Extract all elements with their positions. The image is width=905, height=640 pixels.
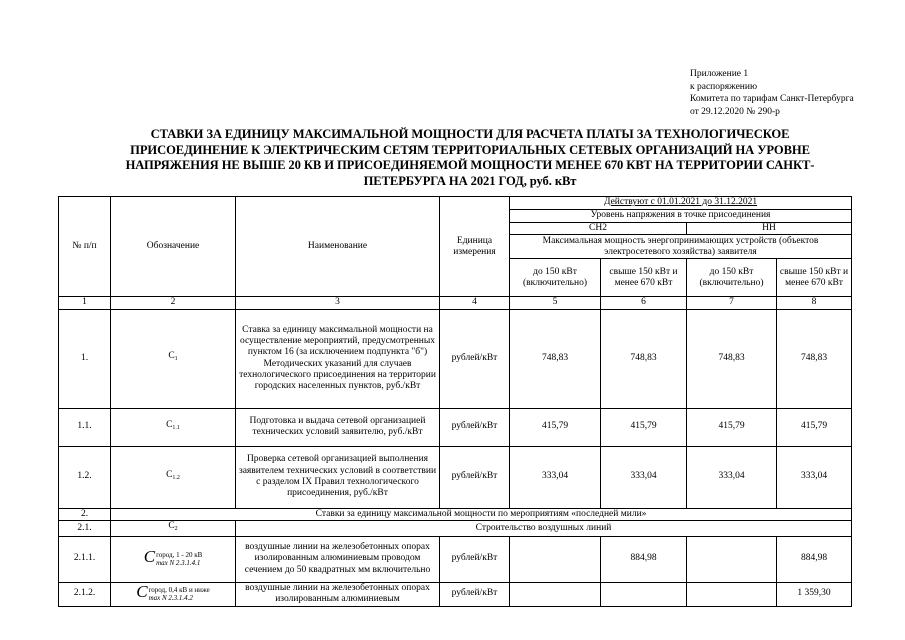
row-unit: рублей/кВт bbox=[440, 408, 510, 446]
approval-line-4: от 29.12.2020 № 290-р bbox=[690, 106, 780, 117]
col-number: 6 bbox=[601, 297, 687, 310]
row-unit: рублей/кВт bbox=[440, 446, 510, 508]
row-value bbox=[601, 582, 687, 606]
row-name: Подготовка и выдача сетевой организацией технических условий заявителю, руб./кВт bbox=[236, 408, 440, 446]
row-value: 884,98 bbox=[601, 536, 687, 582]
header-voltage-level: Уровень напряжения в точке присоединения bbox=[510, 210, 852, 223]
row-value: 415,79 bbox=[601, 408, 687, 446]
row-value: 884,98 bbox=[777, 536, 852, 582]
col-number: 2 bbox=[111, 297, 236, 310]
row-num: 1.2. bbox=[59, 446, 111, 508]
document-title: СТАВКИ ЗА ЕДИНИЦУ МАКСИМАЛЬНОЙ МОЩНОСТИ ДЛЯ РАСЧЕТА ПЛАТЫ ЗА ТЕХНОЛОГИЧЕСКОЕ ПРИСОЕДИНЕНИЕ К ЭЛЕКТРИЧЕСКИМ СЕТЯМ ТЕРРИТОРИАЛЬНЫХ СЕТЕВЫХ ОРГАНИЗАЦИЙ НА УРОВНЕ НАПРЯЖЕНИЯ НЕ ВЫШЕ 20 КВ И ПРИСОЕДИНЯЕМОЙ МОЩНОСТИ МЕНЕЕ 670 КВТ НА ТЕРРИТОРИИ САНКТ-ПЕТЕРБУРГА НА 2021 ГОД, руб. кВт bbox=[125, 127, 815, 188]
row-section-title: Ставки за единицу максимальной мощности по мероприятиям «последней мили» bbox=[111, 508, 852, 521]
row-num: 2.1. bbox=[59, 521, 111, 537]
header-designation: Обозначение bbox=[111, 197, 236, 297]
row-name: Ставка за единицу максимальной мощности на осуществление мероприятий, предусмотренных пунктом 16 (за исключением подпункта "б") Методических указаний для случаев технологического присоединения на территории городских населенных пунктов, руб./кВт bbox=[236, 309, 440, 408]
header-max-power: Максимальная мощность энергопринимающих устройств (объектов электросетевого хозяйства) заявителя bbox=[510, 235, 852, 259]
approval-line-2: к распоряжению bbox=[690, 81, 758, 92]
approval-block bbox=[690, 68, 854, 118]
col-number: 5 bbox=[510, 297, 601, 310]
table-row bbox=[59, 536, 852, 582]
header-col7: до 150 кВт (включительно) bbox=[687, 259, 777, 297]
row-value: 333,04 bbox=[510, 446, 601, 508]
row-value: 748,83 bbox=[510, 309, 601, 408]
row-unit: рублей/кВт bbox=[440, 309, 510, 408]
table-row bbox=[59, 408, 852, 446]
row-value: 415,79 bbox=[777, 408, 852, 446]
header-unit: Единица измерения bbox=[440, 197, 510, 297]
row-unit: рублей/кВт bbox=[440, 582, 510, 606]
table-row bbox=[59, 521, 852, 537]
row-value: 748,83 bbox=[601, 309, 687, 408]
row-symbol: Cгород, 0,4 кВ и ниже max N 2.3.1.4.2 bbox=[111, 582, 236, 606]
header-name: Наименование bbox=[236, 197, 440, 297]
row-num: 1.1. bbox=[59, 408, 111, 446]
row-value: 333,04 bbox=[687, 446, 777, 508]
row-num: 2.1.2. bbox=[59, 582, 111, 606]
row-num: 2.1.1. bbox=[59, 536, 111, 582]
row-unit: рублей/кВт bbox=[440, 536, 510, 582]
approval-line-3: Комитета по тарифам Санкт-Петербурга bbox=[690, 94, 854, 104]
approval-line-1: Приложение 1 bbox=[690, 69, 749, 79]
table-row bbox=[59, 582, 852, 606]
row-name: Проверка сетевой организацией выполнения заявителем технических условий в соответствии с разделом IX Правил технологического присоединения, руб./кВт bbox=[236, 446, 440, 508]
row-symbol: $C_{1.1}$ bbox=[111, 408, 236, 446]
header-period: Действуют с 01.01.2021 до 31.12.2021 bbox=[510, 197, 852, 210]
row-value bbox=[687, 536, 777, 582]
row-value: 748,83 bbox=[687, 309, 777, 408]
header-ch2: СН2 bbox=[510, 222, 687, 235]
header-col5: до 150 кВт (включительно) bbox=[510, 259, 601, 297]
col-number: 7 bbox=[687, 297, 777, 310]
col-number: 3 bbox=[236, 297, 440, 310]
header-num: № п/п bbox=[59, 197, 111, 297]
table-row bbox=[59, 309, 852, 408]
row-name: воздушные линии на железобетонных опорах изолированным алюминиевым bbox=[236, 582, 440, 606]
row-symbol: $C_1$ bbox=[111, 309, 236, 408]
row-symbol: $C_2$ bbox=[111, 521, 236, 537]
header-col8: свыше 150 кВт и менее 670 кВт bbox=[777, 259, 852, 297]
row-value bbox=[510, 536, 601, 582]
row-value bbox=[510, 582, 601, 606]
row-name: воздушные линии на железобетонных опорах изолированным алюминиевым проводом сечением до 50 квадратных мм включительно bbox=[236, 536, 440, 582]
col-number: 8 bbox=[777, 297, 852, 310]
row-symbol: $C_{1.2}$ bbox=[111, 446, 236, 508]
row-value: 333,04 bbox=[601, 446, 687, 508]
row-value: 415,79 bbox=[510, 408, 601, 446]
row-value: 333,04 bbox=[777, 446, 852, 508]
table-row bbox=[59, 446, 852, 508]
header-nn: НН bbox=[687, 222, 852, 235]
tariff-table bbox=[58, 196, 852, 607]
row-value bbox=[687, 582, 777, 606]
row-value: 748,83 bbox=[777, 309, 852, 408]
row-value: 1 359,30 bbox=[777, 582, 852, 606]
row-subsection-title: Строительство воздушных линий bbox=[236, 521, 852, 537]
row-num: 1. bbox=[59, 309, 111, 408]
row-value: 415,79 bbox=[687, 408, 777, 446]
table-row bbox=[59, 508, 852, 521]
row-num: 2. bbox=[59, 508, 111, 521]
row-symbol: Cгород, 1 - 20 кВ max N 2.3.1.4.1 bbox=[111, 536, 236, 582]
col-number: 1 bbox=[59, 297, 111, 310]
col-number: 4 bbox=[440, 297, 510, 310]
header-col6: свыше 150 кВт и менее 670 кВт bbox=[601, 259, 687, 297]
